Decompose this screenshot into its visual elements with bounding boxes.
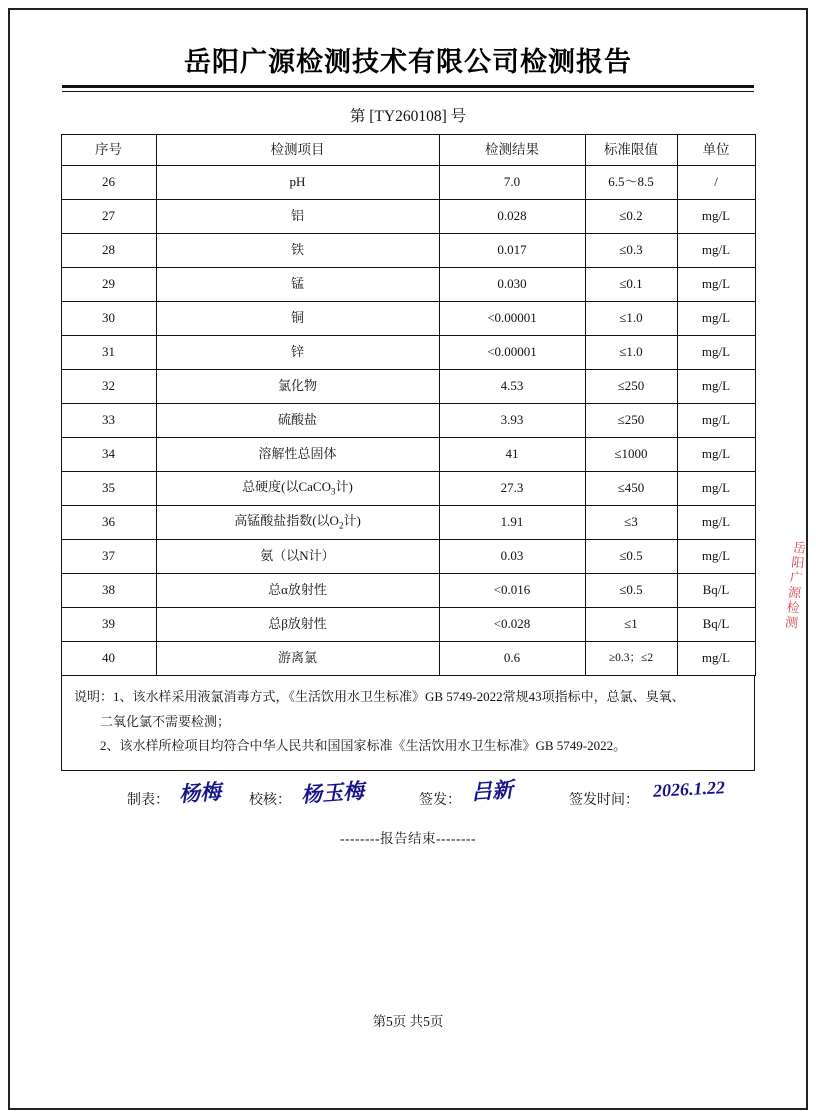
cell-no: 39 bbox=[61, 608, 156, 642]
report-end-marker: --------报告结束-------- bbox=[340, 831, 476, 847]
issued-by-label: 签发： bbox=[419, 793, 461, 809]
cell-result: 0.6 bbox=[439, 642, 585, 676]
note-line-2: 二氧化氯不需要检测； bbox=[100, 713, 231, 729]
checked-by-signature: 杨玉梅 bbox=[300, 778, 365, 808]
cell-item: 溶解性总固体 bbox=[156, 438, 439, 472]
cell-limit: ≤0.5 bbox=[585, 540, 677, 574]
cell-unit: mg/L bbox=[677, 268, 755, 302]
cell-result: 4.53 bbox=[439, 370, 585, 404]
note-line-1: 说明：1、该水样采用液氯消毒方式，《生活饮用水卫生标准》GB 5749-2022常规43项指标中，总氯、臭氧、 bbox=[74, 689, 685, 704]
cell-item: 铁 bbox=[156, 234, 439, 268]
cell-limit: ≤1.0 bbox=[585, 336, 677, 370]
cell-no: 34 bbox=[61, 438, 156, 472]
table-row bbox=[61, 472, 755, 506]
cell-result: 3.93 bbox=[439, 404, 585, 438]
table-row bbox=[61, 268, 755, 302]
report-number: 第 [TY260108] 号 bbox=[349, 108, 467, 125]
table-row bbox=[61, 540, 755, 574]
cell-limit: ≤0.3 bbox=[585, 234, 677, 268]
cell-result: <0.00001 bbox=[439, 302, 585, 336]
cell-no: 36 bbox=[61, 506, 156, 540]
cell-limit: ≤1000 bbox=[585, 438, 677, 472]
cell-no: 38 bbox=[61, 574, 156, 608]
cell-unit: mg/L bbox=[677, 438, 755, 472]
cell-unit: / bbox=[677, 166, 755, 200]
table-row bbox=[61, 608, 755, 642]
cell-result: 0.03 bbox=[439, 540, 585, 574]
cell-no: 32 bbox=[61, 370, 156, 404]
cell-no: 29 bbox=[61, 268, 156, 302]
signature-row bbox=[61, 771, 755, 825]
results-table bbox=[61, 134, 756, 676]
cell-no: 35 bbox=[61, 472, 156, 506]
cell-item: 硫酸盐 bbox=[156, 404, 439, 438]
cell-result: 41 bbox=[439, 438, 585, 472]
cell-result: 27.3 bbox=[439, 472, 585, 506]
column-header-result: 检测结果 bbox=[439, 135, 585, 166]
issue-date-label: 签发时间： bbox=[569, 793, 639, 809]
table-row bbox=[61, 302, 755, 336]
cell-limit: ≤0.1 bbox=[585, 268, 677, 302]
cell-limit: ≤0.5 bbox=[585, 574, 677, 608]
cell-item: pH bbox=[156, 166, 439, 200]
cell-item: 氯化物 bbox=[156, 370, 439, 404]
cell-result: <0.028 bbox=[439, 608, 585, 642]
cell-unit: mg/L bbox=[677, 370, 755, 404]
cell-result: 0.028 bbox=[439, 200, 585, 234]
cell-limit: ≤0.2 bbox=[585, 200, 677, 234]
cell-unit: mg/L bbox=[677, 336, 755, 370]
page-title: 岳阳广源检测技术有限公司检测报告 bbox=[184, 47, 632, 78]
cell-result: <0.00001 bbox=[439, 336, 585, 370]
cell-item: 铝 bbox=[156, 200, 439, 234]
cell-unit: Bq/L bbox=[677, 574, 755, 608]
cell-limit: ≤250 bbox=[585, 370, 677, 404]
cell-result: 0.030 bbox=[439, 268, 585, 302]
cell-no: 30 bbox=[61, 302, 156, 336]
prepared-by-label: 制表： bbox=[127, 793, 169, 809]
cell-result: <0.016 bbox=[439, 574, 585, 608]
column-header-limit: 标准限值 bbox=[585, 135, 677, 166]
document-content bbox=[48, 40, 768, 847]
issue-date-value: 2026.1.22 bbox=[652, 777, 726, 801]
cell-limit: ≥0.3；≤2 bbox=[585, 642, 677, 676]
table-row bbox=[61, 404, 755, 438]
page-footer: 第5页 共5页 bbox=[372, 1014, 444, 1029]
notes-block bbox=[61, 676, 755, 771]
cell-no: 28 bbox=[61, 234, 156, 268]
cell-item: 高锰酸盐指数(以$O_2$计) bbox=[156, 506, 439, 540]
cell-limit: ≤1 bbox=[585, 608, 677, 642]
cell-limit: ≤250 bbox=[585, 404, 677, 438]
cell-result: 7.0 bbox=[439, 166, 585, 200]
cell-no: 33 bbox=[61, 404, 156, 438]
table-header-row bbox=[61, 135, 755, 166]
cell-result: 0.017 bbox=[439, 234, 585, 268]
cell-item: 总α放射性 bbox=[156, 574, 439, 608]
table-row bbox=[61, 336, 755, 370]
cell-limit: ≤1.0 bbox=[585, 302, 677, 336]
cell-item: 锌 bbox=[156, 336, 439, 370]
checked-by-label: 校核： bbox=[249, 793, 291, 809]
cell-item: 总硬度(以CaCO$_3$计) bbox=[156, 472, 439, 506]
cell-no: 26 bbox=[61, 166, 156, 200]
table-row bbox=[61, 166, 755, 200]
cell-unit: mg/L bbox=[677, 404, 755, 438]
table-row bbox=[61, 642, 755, 676]
column-header-unit: 单位 bbox=[677, 135, 755, 166]
cell-unit: mg/L bbox=[677, 472, 755, 506]
title-divider bbox=[62, 85, 754, 92]
table-row bbox=[61, 234, 755, 268]
note-line-3: 2、该水样所检项目均符合中华人民共和国国家标准《生活饮用水卫生标准》GB 5749-2022。 bbox=[100, 738, 627, 754]
red-seal-text: 岳阳广源检测 bbox=[781, 539, 806, 632]
cell-unit: mg/L bbox=[677, 642, 755, 676]
cell-no: 31 bbox=[61, 336, 156, 370]
cell-unit: mg/L bbox=[677, 234, 755, 268]
table-row bbox=[61, 370, 755, 404]
cell-unit: Bq/L bbox=[677, 608, 755, 642]
cell-unit: mg/L bbox=[677, 302, 755, 336]
cell-item: 锰 bbox=[156, 268, 439, 302]
table-row bbox=[61, 438, 755, 472]
cell-unit: mg/L bbox=[677, 506, 755, 540]
cell-unit: mg/L bbox=[677, 200, 755, 234]
cell-unit: mg/L bbox=[677, 540, 755, 574]
cell-limit: ≤450 bbox=[585, 472, 677, 506]
cell-no: 40 bbox=[61, 642, 156, 676]
column-header-item: 检测项目 bbox=[156, 135, 439, 166]
issued-by-signature: 吕新 bbox=[470, 777, 514, 805]
table-row bbox=[61, 506, 755, 540]
cell-result: 1.91 bbox=[439, 506, 585, 540]
table-row bbox=[61, 574, 755, 608]
cell-limit: ≤3 bbox=[585, 506, 677, 540]
prepared-by-signature: 杨梅 bbox=[178, 779, 222, 807]
cell-no: 27 bbox=[61, 200, 156, 234]
cell-item: 总β放射性 bbox=[156, 608, 439, 642]
cell-no: 37 bbox=[61, 540, 156, 574]
cell-item: 游离氯 bbox=[156, 642, 439, 676]
table-row bbox=[61, 200, 755, 234]
cell-item: 氨（以N计） bbox=[156, 540, 439, 574]
cell-item: 铜 bbox=[156, 302, 439, 336]
column-header-no: 序号 bbox=[61, 135, 156, 166]
cell-limit: 6.5～8.5 bbox=[585, 166, 677, 200]
